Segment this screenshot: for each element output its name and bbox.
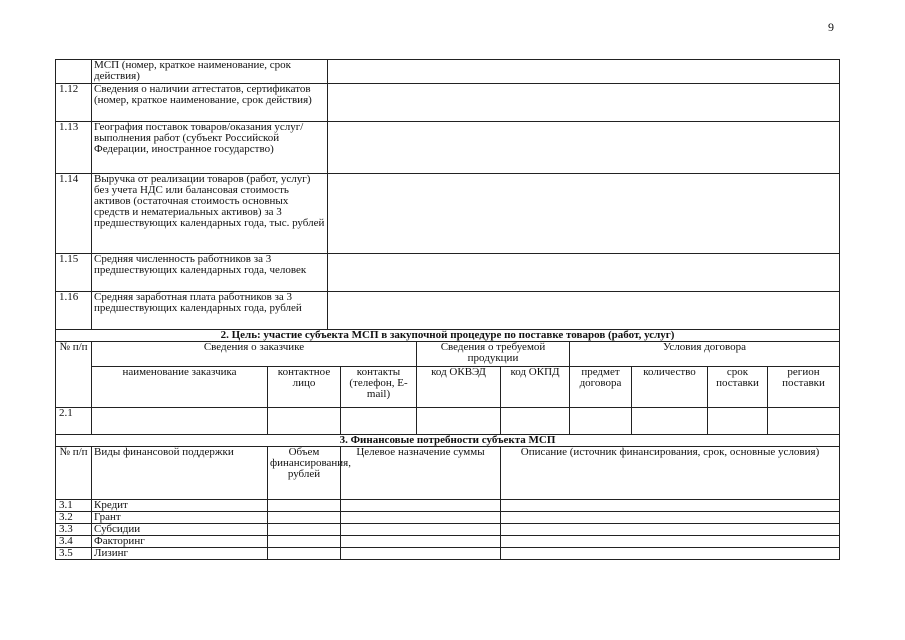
contacts-cell[interactable] xyxy=(341,408,417,435)
financing-volume-cell[interactable] xyxy=(268,500,341,512)
row-value-cell[interactable] xyxy=(328,60,840,84)
table-row xyxy=(56,500,840,512)
contacts-header: контакты (телефон, E-mail) xyxy=(341,367,417,408)
row-number: 1.13 xyxy=(56,122,92,174)
customer-name-header: наименование заказчика xyxy=(92,367,268,408)
row-value-cell[interactable] xyxy=(328,174,840,254)
financing-volume-cell[interactable] xyxy=(268,548,341,560)
contract-terms-header: Условия договора xyxy=(570,342,840,367)
row-number: 2.1 xyxy=(56,408,92,435)
table-row xyxy=(56,174,840,254)
description-cell[interactable] xyxy=(501,524,840,536)
table-row xyxy=(56,122,840,174)
contract-subject-cell[interactable] xyxy=(570,408,632,435)
table-row xyxy=(56,292,840,330)
row-label: МСП (номер, краткое наименование, срок действия) xyxy=(92,60,328,84)
table-row xyxy=(56,512,840,524)
support-kind-header: Виды финансовой поддержки xyxy=(92,447,268,500)
row-number: 3.2 xyxy=(56,512,92,524)
description-header: Описание (источник финансирования, срок, основные условия) xyxy=(501,447,840,500)
col-number-header: № п/п xyxy=(56,447,92,500)
table-row xyxy=(56,548,840,560)
delivery-term-header: срок поставки xyxy=(708,367,768,408)
delivery-term-cell[interactable] xyxy=(708,408,768,435)
section2-table xyxy=(55,329,840,435)
quantity-header: количество xyxy=(632,367,708,408)
row-number xyxy=(56,60,92,84)
delivery-region-cell[interactable] xyxy=(768,408,840,435)
row-value-cell[interactable] xyxy=(328,292,840,330)
section3-title: 3. Финансовые потребности субъекта МСП xyxy=(56,435,840,447)
form-sheet xyxy=(55,59,839,560)
support-kind-cell: Кредит xyxy=(92,500,268,512)
row-label: Средняя численность работников за 3 предшествующих календарных года, человек xyxy=(92,254,328,292)
okved-cell[interactable] xyxy=(417,408,501,435)
purpose-cell[interactable] xyxy=(341,548,501,560)
row-label: Сведения о наличии аттестатов, сертификатов (номер, краткое наименование, срок действия) xyxy=(92,84,328,122)
row-label: География поставок товаров/оказания услуг/выполнения работ (субъект Российской Федерации, иностранное государство) xyxy=(92,122,328,174)
purpose-cell[interactable] xyxy=(341,524,501,536)
row-number: 3.1 xyxy=(56,500,92,512)
purpose-header: Целевое назначение суммы xyxy=(341,447,501,500)
page-number: 9 xyxy=(828,20,834,34)
support-kind-cell: Субсидии xyxy=(92,524,268,536)
customer-name-cell[interactable] xyxy=(92,408,268,435)
purpose-cell[interactable] xyxy=(341,536,501,548)
table-row xyxy=(56,524,840,536)
description-cell[interactable] xyxy=(501,500,840,512)
row-number: 3.5 xyxy=(56,548,92,560)
section2-title: 2. Цель: участие субъекта МСП в закупочной процедуре по поставке товаров (работ, услуг) xyxy=(56,330,840,342)
quantity-cell[interactable] xyxy=(632,408,708,435)
table-row xyxy=(56,60,840,84)
support-kind-cell: Факторинг xyxy=(92,536,268,548)
financing-volume-cell[interactable] xyxy=(268,524,341,536)
row-number: 3.3 xyxy=(56,524,92,536)
description-cell[interactable] xyxy=(501,536,840,548)
financing-volume-cell[interactable] xyxy=(268,512,341,524)
table-row xyxy=(56,84,840,122)
row-label: Выручка от реализации товаров (работ, услуг) без учета НДС или балансовая стоимость активов (остаточная стоимость основных средств и нематериальных активов) за 3 предшествующих календарных года, тыс. рублей xyxy=(92,174,328,254)
contact-person-header: контактное лицо xyxy=(268,367,341,408)
customer-info-header: Сведения о заказчике xyxy=(92,342,417,367)
row-number: 3.4 xyxy=(56,536,92,548)
okpd-cell[interactable] xyxy=(501,408,570,435)
table-row xyxy=(56,254,840,292)
row-value-cell[interactable] xyxy=(328,254,840,292)
row-number: 1.12 xyxy=(56,84,92,122)
row-label: Средняя заработная плата работников за 3 предшествующих календарных года, рублей xyxy=(92,292,328,330)
row-number: 1.16 xyxy=(56,292,92,330)
row-value-cell[interactable] xyxy=(328,122,840,174)
support-kind-cell: Грант xyxy=(92,512,268,524)
purpose-cell[interactable] xyxy=(341,500,501,512)
row-value-cell[interactable] xyxy=(328,84,840,122)
financing-volume-cell[interactable] xyxy=(268,536,341,548)
delivery-region-header: регион поставки xyxy=(768,367,840,408)
description-cell[interactable] xyxy=(501,548,840,560)
contract-subject-header: предмет договора xyxy=(570,367,632,408)
section1-table xyxy=(55,59,840,330)
table-row xyxy=(56,408,840,435)
row-number: 1.15 xyxy=(56,254,92,292)
product-info-header: Сведения о требуемой продукции xyxy=(417,342,570,367)
section3-table xyxy=(55,434,840,560)
row-number: 1.14 xyxy=(56,174,92,254)
table-row xyxy=(56,536,840,548)
purpose-cell[interactable] xyxy=(341,512,501,524)
okpd-header: код ОКПД xyxy=(501,367,570,408)
okved-header: код ОКВЭД xyxy=(417,367,501,408)
col-number-header: № п/п xyxy=(56,342,92,408)
description-cell[interactable] xyxy=(501,512,840,524)
contact-person-cell[interactable] xyxy=(268,408,341,435)
financing-volume-header: Объем финансирования, рублей xyxy=(268,447,341,500)
support-kind-cell: Лизинг xyxy=(92,548,268,560)
